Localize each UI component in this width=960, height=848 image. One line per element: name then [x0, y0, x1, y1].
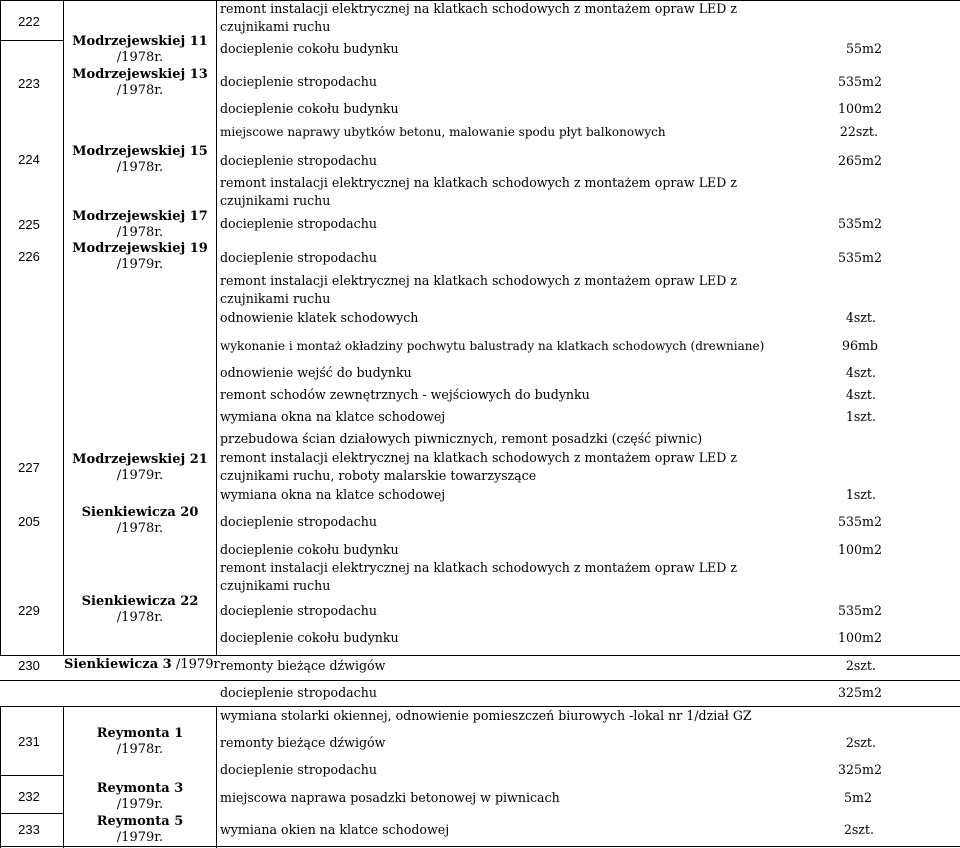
- work-description: wymiana okien na klatce schodowej: [220, 822, 450, 837]
- work-quantity: 535m2: [838, 74, 882, 89]
- work-description: remont instalacji elektrycznej na klatkach schodowych z montażem opraw LED z czujnikami ruchu: [220, 273, 737, 306]
- work-description: remont schodów zewnętrznych - wejściowych do budynku: [220, 387, 590, 402]
- row-number: 229: [18, 603, 40, 618]
- address-cell: Reymonta 1 /1978r.: [96, 726, 184, 757]
- work-description: wymiana okna na klatce schodowej: [220, 487, 446, 502]
- work-quantity: 22szt.: [839, 124, 878, 139]
- work-description: remont instalacji elektrycznej na klatkach schodowych z montażem opraw LED z czujnikami ruchu, roboty malarskie towarzyszące: [220, 450, 737, 483]
- row-number: 205: [18, 514, 40, 529]
- work-description: remonty bieżące dźwigów: [220, 735, 386, 750]
- address-cell: Modrzejewskiej 21 /1979r.: [72, 452, 208, 483]
- row-number: 226: [18, 249, 40, 264]
- work-description: docieplenie stropodachu: [220, 74, 377, 89]
- row-number: 231: [18, 734, 40, 749]
- work-description: remonty bieżące dźwigów: [220, 658, 386, 673]
- work-description: docieplenie stropodachu: [220, 153, 377, 168]
- work-quantity: 100m2: [838, 630, 882, 645]
- work-description: remont instalacji elektrycznej na klatkach schodowych z montażem opraw LED z czujnikami ruchu: [220, 175, 737, 208]
- address-cell: Sienkiewicza 22 /1978r.: [81, 594, 199, 625]
- work-description: docieplenie stropodachu: [220, 603, 377, 618]
- work-description: miejscowa naprawa posadzki betonowej w piwnicach: [220, 790, 560, 805]
- work-quantity: 325m2: [838, 762, 882, 777]
- address-cell: Modrzejewskiej 17 /1978r.: [72, 209, 208, 240]
- address-cell: Modrzejewskiej 13 /1978r.: [72, 67, 208, 98]
- work-quantity: 100m2: [838, 542, 882, 557]
- work-quantity: 5m2: [844, 790, 872, 805]
- row-number: 232: [18, 789, 40, 804]
- row-number: 230: [18, 658, 40, 673]
- work-quantity: 535m2: [838, 250, 882, 265]
- row-number: 224: [18, 152, 40, 167]
- work-description: docieplenie cokołu budynku: [220, 41, 399, 56]
- work-description: docieplenie cokołu budynku: [220, 542, 399, 557]
- work-quantity: 100m2: [838, 101, 882, 116]
- work-quantity: 96mb: [841, 338, 878, 353]
- address-cell: Sienkiewicza 20 /1978r.: [81, 505, 199, 536]
- work-description: docieplenie stropodachu: [220, 216, 377, 231]
- address-cell: Modrzejewskiej 19 /1979r.: [72, 241, 208, 272]
- row-number: 222: [18, 14, 40, 29]
- work-description: odnowienie wejść do budynku: [220, 365, 412, 380]
- work-quantity: 55m2: [846, 41, 882, 56]
- work-quantity: 535m2: [838, 603, 882, 618]
- work-quantity: 325m2: [838, 685, 882, 700]
- address-cell: Modrzejewskiej 11 /1978r.: [72, 34, 208, 65]
- address-cell: Reymonta 3 /1979r.: [96, 781, 184, 812]
- work-quantity: 4szt.: [845, 365, 876, 380]
- work-description: wymiana okna na klatce schodowej: [220, 409, 446, 424]
- address-cell: Modrzejewskiej 15 /1978r.: [72, 144, 208, 175]
- work-description: wykonanie i montaż okładziny pochwytu balustrady na klatkach schodowych (drewniane): [220, 339, 765, 353]
- work-quantity: 1szt.: [845, 409, 876, 424]
- row-number: 225: [18, 217, 40, 232]
- work-description: docieplenie stropodachu: [220, 514, 377, 529]
- work-quantity: 2szt.: [843, 822, 874, 837]
- work-description: docieplenie cokołu budynku: [220, 630, 399, 645]
- work-description: docieplenie stropodachu: [220, 685, 377, 700]
- work-description: odnowienie klatek schodowych: [220, 310, 419, 325]
- row-number: 233: [18, 822, 40, 837]
- row-number: 227: [18, 460, 40, 475]
- work-description: przebudowa ścian działowych piwnicznych, remont posadzki (część piwnic): [220, 431, 703, 446]
- work-description: remont instalacji elektrycznej na klatkach schodowych z montażem opraw LED z czujnikami ruchu: [220, 1, 737, 34]
- work-description: remont instalacji elektrycznej na klatkach schodowych z montażem opraw LED z czujnikami ruchu: [220, 560, 737, 593]
- work-quantity: 265m2: [838, 153, 882, 168]
- address-cell: Reymonta 5 /1979r.: [96, 814, 184, 845]
- work-quantity: 535m2: [838, 514, 882, 529]
- work-quantity: 2szt.: [845, 735, 876, 750]
- work-description: wymiana stolarki okiennej, odnowienie pomieszczeń biurowych -lokal nr 1/dział GZ: [220, 708, 752, 723]
- work-quantity: 4szt.: [845, 387, 876, 402]
- address-year: /1979r: [176, 657, 220, 672]
- address-street: Sienkiewicza 3: [64, 657, 172, 672]
- work-quantity: 1szt.: [845, 487, 876, 502]
- row-number: 223: [18, 76, 40, 91]
- work-quantity: 2szt.: [845, 658, 876, 673]
- work-quantity: 535m2: [838, 216, 882, 231]
- work-quantity: 4szt.: [845, 310, 876, 325]
- work-description: docieplenie stropodachu: [220, 250, 377, 265]
- work-description: docieplenie cokołu budynku: [220, 101, 399, 116]
- work-description: docieplenie stropodachu: [220, 762, 377, 777]
- work-description: miejscowe naprawy ubytków betonu, malowanie spodu płyt balkonowych: [220, 125, 666, 139]
